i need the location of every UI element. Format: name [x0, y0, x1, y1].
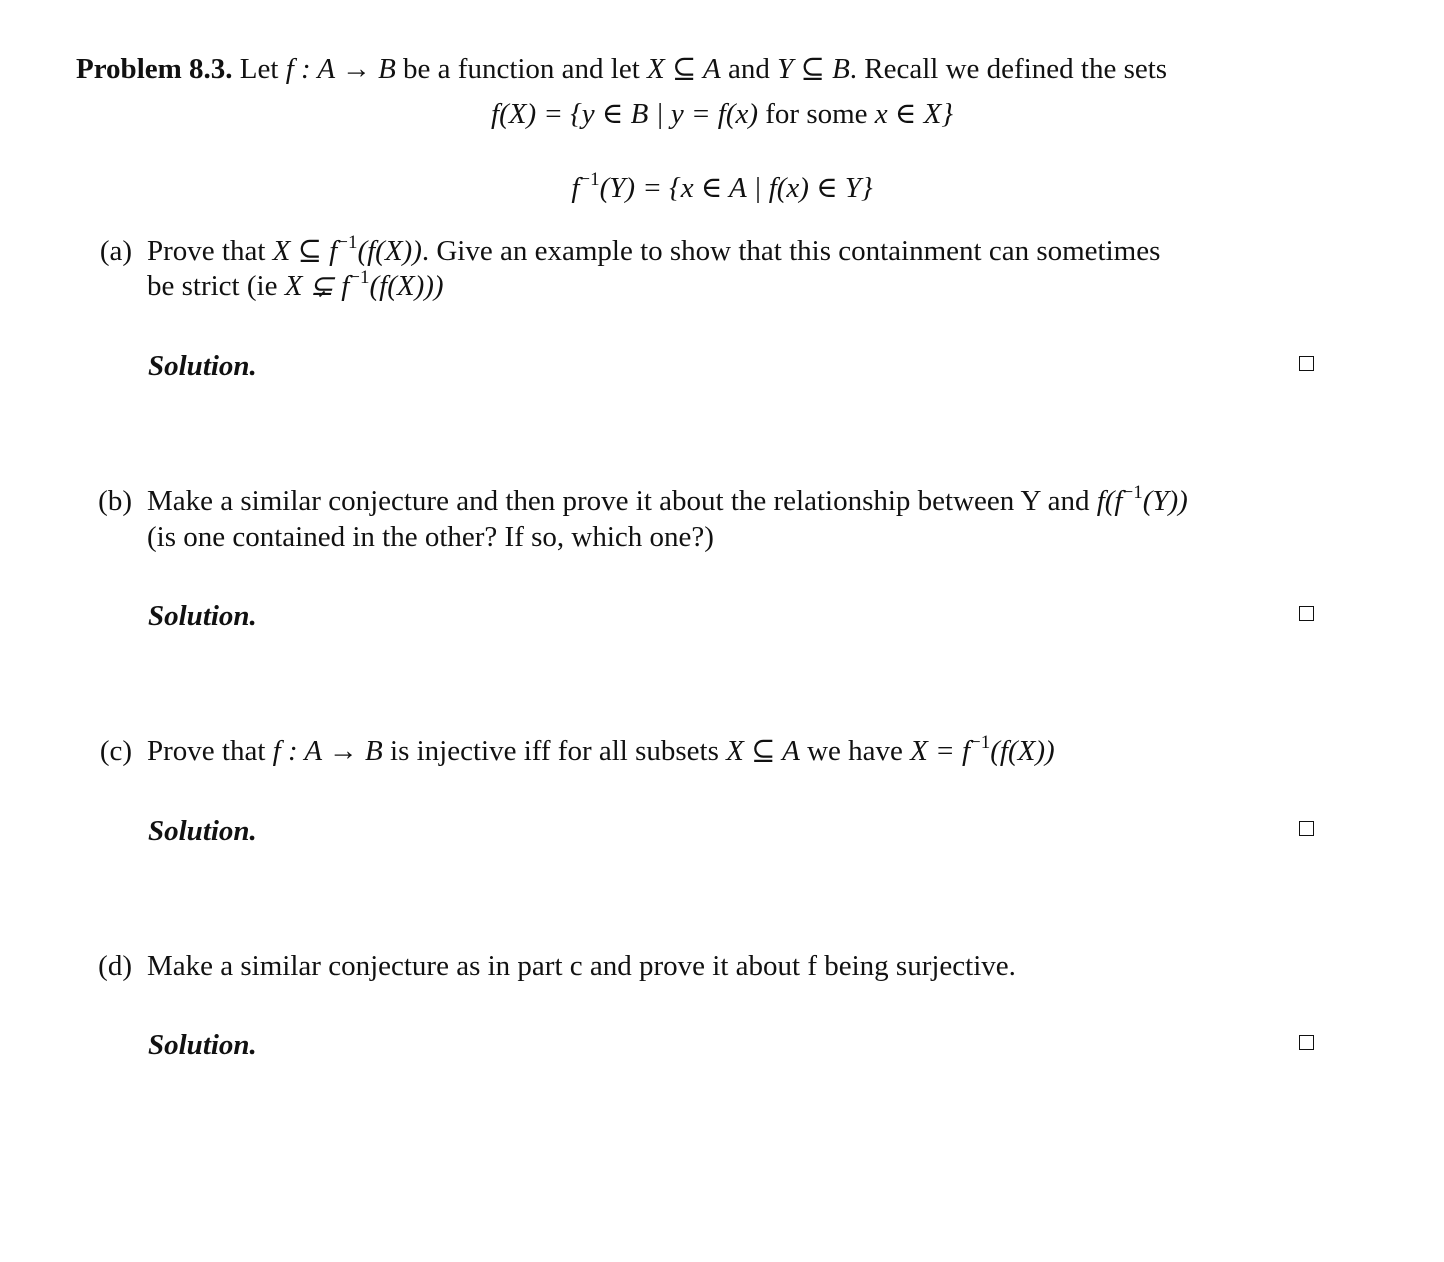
definition-preimage-rest: (Y) = {x ∈ A | f(x) ∈ Y} [599, 172, 873, 204]
part-d-solution-label: Solution. [148, 1029, 257, 1061]
part-a-math-sup: −1 [337, 232, 358, 253]
part-c-text-2: is injective iff for all subsets [390, 735, 719, 767]
part-b-text: Make a similar conjecture and then prove it about the relationship between Y and [147, 485, 1090, 517]
part-a-solution-label: Solution. [148, 350, 257, 382]
problem-heading: Problem 8.3. [76, 53, 233, 85]
intro-text-4: . Recall we defined the sets [849, 53, 1168, 85]
part-b-math-sup: −1 [1122, 482, 1143, 503]
part-a-math-2: X ⊊ f [284, 270, 350, 302]
problem-statement [76, 51, 1167, 87]
definition-preimage-base: f [571, 172, 580, 204]
intro-text-2: be a function and let [403, 53, 640, 85]
part-b-line-1 [147, 483, 1188, 523]
part-c-math-2: X ⊆ A [726, 735, 800, 767]
part-a-qed-square-icon [1299, 356, 1314, 371]
part-b-math-rest: (Y)) [1142, 485, 1188, 517]
part-b-line-2: (is one contained in the other? If so, which one?) [147, 521, 714, 553]
definition-image-lhs: f(X) = {y ∈ B | y = f(x) [491, 98, 759, 130]
part-c-line-1 [147, 733, 1055, 773]
definition-preimage [0, 170, 1444, 210]
intro-math-1: f : A → B [285, 53, 396, 85]
definition-image [0, 96, 1444, 132]
part-c-math-1: f : A → B [272, 735, 383, 767]
part-d-qed-square-icon [1299, 1035, 1314, 1050]
intro-text-1: Let [239, 53, 279, 85]
part-c-qed-square-icon [1299, 821, 1314, 836]
part-a-label: (a) [99, 235, 132, 267]
part-c-text-3: we have [807, 735, 903, 767]
intro-math-2: X ⊆ A [647, 53, 721, 85]
part-c-solution-label: Solution. [148, 815, 257, 847]
part-a-line-1 [147, 233, 1160, 273]
part-c-label: (c) [99, 735, 132, 767]
part-b-label: (b) [98, 485, 132, 517]
part-b-qed-square-icon [1299, 606, 1314, 621]
part-a-text-2: be strict (ie [147, 270, 278, 302]
part-b-solution-label: Solution. [148, 600, 257, 632]
part-a-math-rest: (f(X)) [357, 235, 422, 267]
part-a-math-2-rest: (f(X))) [369, 270, 444, 302]
part-a-tail: . Give an example to show that this containment can sometimes [421, 235, 1161, 267]
definition-preimage-sup: −1 [579, 169, 600, 190]
part-c-math-3-sup: −1 [970, 732, 991, 753]
part-a-text: Prove that [147, 235, 266, 267]
part-d-label: (d) [98, 950, 132, 982]
part-c-text-1: Prove that [147, 735, 266, 767]
intro-math-3: Y ⊆ B [777, 53, 850, 85]
intro-text-3: and [728, 53, 770, 85]
part-a-math-2-sup: −1 [349, 267, 370, 288]
part-a-math: X ⊆ f [272, 235, 338, 267]
definition-image-rhs: x ∈ X} [874, 98, 953, 130]
part-b-math: f(f [1096, 485, 1123, 517]
part-c-math-3: X = f [910, 735, 971, 767]
part-d-line-1: Make a similar conjecture as in part c and prove it about f being surjective. [147, 950, 1016, 982]
definition-image-words: for some [765, 98, 868, 130]
part-c-math-3-rest: (f(X)) [990, 735, 1055, 767]
part-a-line-2 [147, 268, 444, 308]
